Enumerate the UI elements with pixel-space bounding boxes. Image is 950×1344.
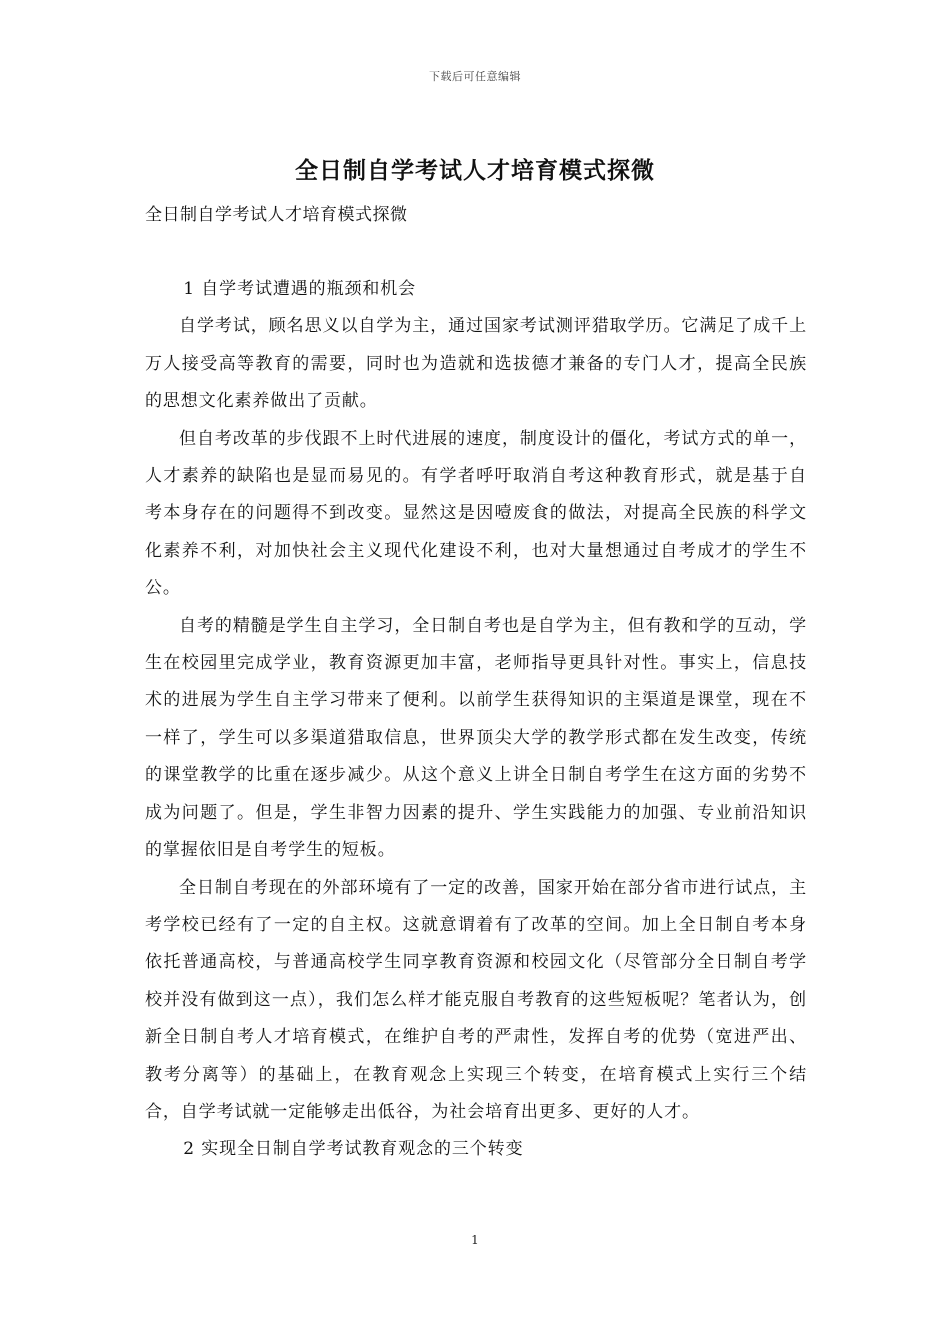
document-body (145, 271, 807, 1169)
document-title: 全日制自学考试人才培育模式探微 (295, 157, 655, 184)
section-heading-1: 1 自学考试遭遇的瓶颈和机会 (183, 279, 417, 299)
paragraph-4: 全日制自考现在的外部环境有了一定的改善，国家开始在部分省市进行试点，主考学校已经有了一定的自主权。这就意谓着有了改革的空间。加上全日制自考本身依托普通高校，与普通高校学生同享教育资源和校园文化（尽管部分全日制自考学校并没有做到这一点），我们怎么样才能克服自考教育的这些短板呢？笔者认为，创新全日制自考人才培育模式，在维护自考的严肃性，发挥自考的优势（宽进严出、教考分离等）的基础上，在教育观念上实现三个转变，在培育模式上实行三个结合，自学考试就一定能够走出低谷，为社会培育出更多、更好的人才。 (145, 877, 807, 1122)
document-subtitle: 全日制自学考试人才培育模式探微 (145, 205, 408, 225)
paragraph-3: 自考的精髓是学生自主学习，全日制自考也是自学为主，但有教和学的互动，学生在校园里完成学业，教育资源更加丰富，老师指导更具针对性。事实上，信息技术的进展为学生自主学习带来了便利。以前学生获得知识的主渠道是课堂，现在不一样了，学生可以多渠道猎取信息，世界顶尖大学的教学形式都在发生改变，传统的课堂教学的比重在逐步减少。从这个意义上讲全日制自考学生在这方面的劣势不成为问题了。但是，学生非智力因素的提升、学生实践能力的加强、专业前沿知识的掌握依旧是自考学生的短板。 (145, 615, 807, 861)
paragraph-2: 但自考改革的步伐跟不上时代进展的速度，制度设计的僵化，考试方式的单一，人才素养的缺陷也是显而易见的。有学者呼吁取消自考这种教育形式，就是基于自考本身存在的问题得不到改变。显然这是因噎废食的做法，对提高全民族的科学文化素养不利，对加快社会主义现代化建设不利，也对大量想通过自考成才的学生不公。 (145, 428, 807, 599)
page-header-note: 下载后可任意编辑 (429, 70, 521, 83)
section-heading-2: 2 实现全日制自学考试教育观念的三个转变 (183, 1139, 524, 1160)
paragraph-1: 自学考试，顾名思义以自学为主，通过国家考试测评猎取学历。它满足了成千上万人接受高等教育的需要，同时也为造就和选拔德才兼备的专门人才，提高全民族的思想文化素养做出了贡献。 (145, 316, 807, 412)
page-number: 1 (471, 1233, 479, 1247)
